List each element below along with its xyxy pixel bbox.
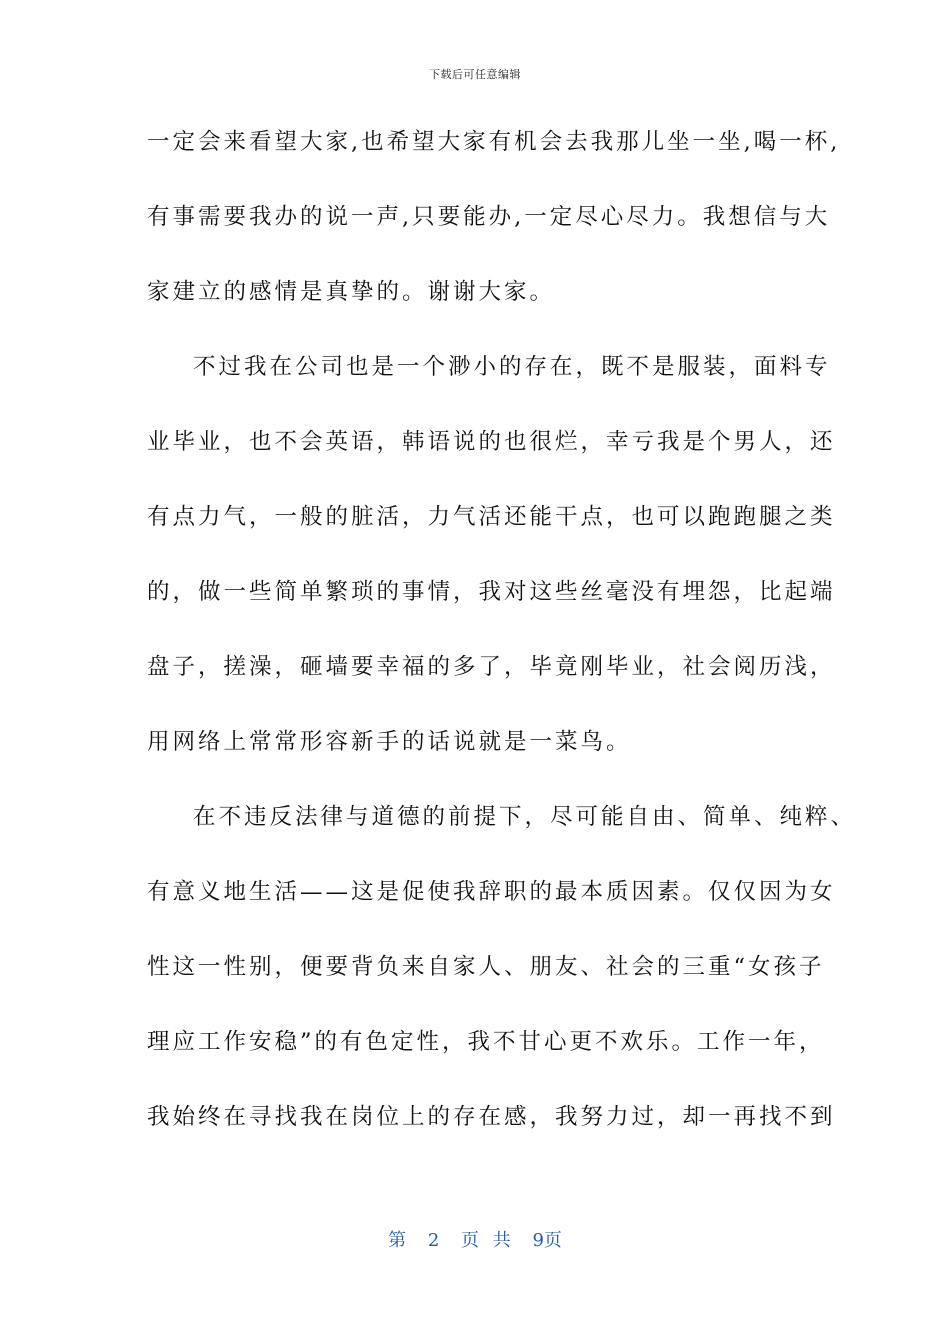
paragraph-line: 有意义地生活——这是促使我辞职的最本质因素。仅仅因为女	[147, 879, 836, 905]
footer-prefix: 第	[388, 1230, 407, 1251]
paragraph-1	[147, 122, 841, 347]
paragraph-line: 在不违反法律与道德的前提下，尽可能自由、简单、纯粹、	[193, 804, 857, 830]
footer-total-pages: 9页	[532, 1230, 562, 1251]
page-header-note: 下载后可任意编辑	[429, 68, 521, 81]
paragraph-line: 有点力气，一般的脏活，力气活还能干点，也可以跑跑腿之类	[147, 504, 836, 530]
paragraph-line: 的，做一些简单繁琐的事情，我对这些丝毫没有埋怨，比起端	[147, 579, 836, 605]
footer-page-number: 2	[427, 1230, 440, 1251]
footer-middle: 页 共	[461, 1230, 511, 1251]
page-number-footer	[0, 1226, 950, 1252]
paragraph-line: 家建立的感情是真挚的。谢谢大家。	[147, 279, 556, 305]
paragraph-line: 用网络上常常形容新手的话说就是一菜鸟。	[147, 729, 632, 755]
paragraph-line: 我始终在寻找我在岗位上的存在感，我努力过，却一再找不到	[147, 1104, 836, 1130]
document-body	[147, 122, 857, 1172]
paragraph-line: 性这一性别，便要背负来自家人、朋友、社会的三重“女孩子	[147, 954, 825, 980]
paragraph-2	[147, 347, 836, 797]
paragraph-line: 业毕业，也不会英语，韩语说的也很烂，幸亏我是个男人，还	[147, 429, 836, 455]
paragraph-line: 一定会来看望大家,也希望大家有机会去我那儿坐一坐,喝一杯,	[147, 129, 841, 155]
paragraph-line: 理应工作安稳”的有色定性，我不甘心更不欢乐。工作一年，	[147, 1029, 825, 1055]
paragraph-line: 有事需要我办的说一声,只要能办,一定尽心尽力。我想信与大	[147, 204, 831, 230]
paragraph-line: 盘子，搓澡，砸墙要幸福的多了，毕竟刚毕业，社会阅历浅，	[147, 654, 836, 680]
paragraph-3	[147, 797, 857, 1172]
paragraph-line: 不过我在公司也是一个渺小的存在，既不是服装，面料专	[193, 354, 831, 380]
